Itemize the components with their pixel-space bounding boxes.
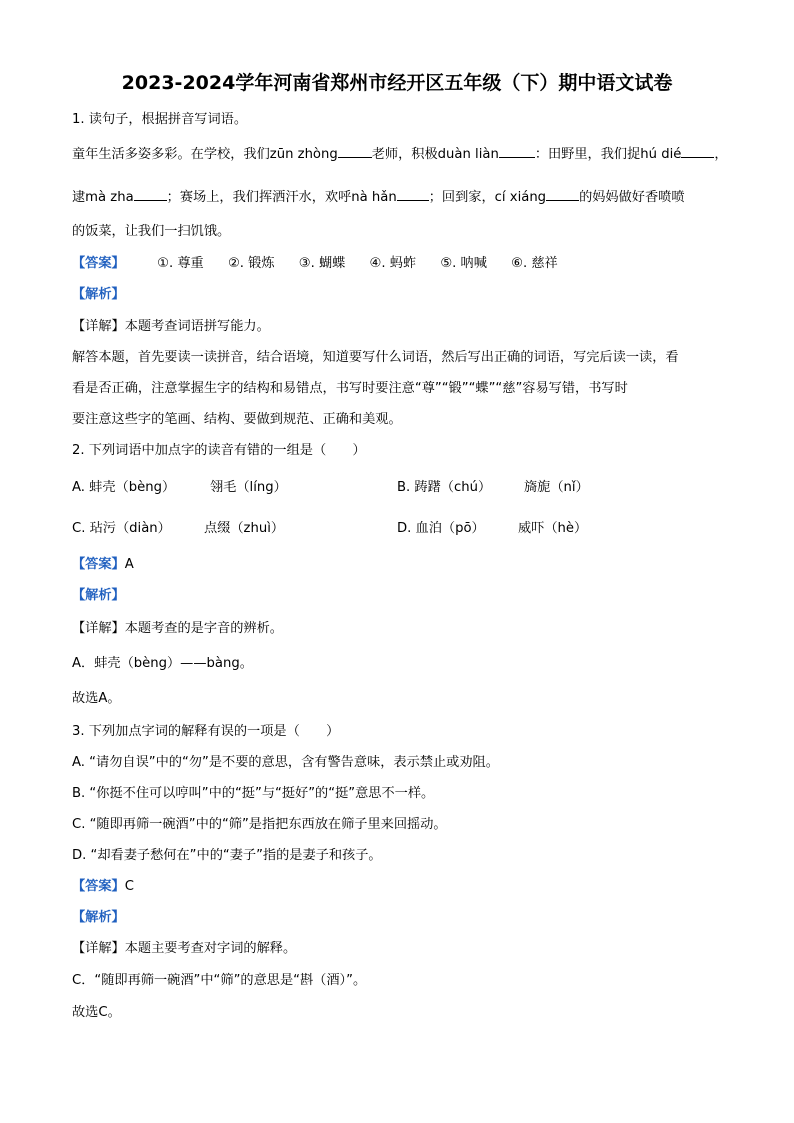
detail-label: 【详解】 [72, 941, 125, 956]
q3-stem: 3. 下列加点字词的解释有误的一项是（ ） [72, 724, 340, 739]
answer-blank [681, 145, 714, 158]
q1-text: ：田野里，我们捉hú dié [534, 147, 682, 162]
q2-answer: A [124, 557, 134, 572]
detail-text: 本题考查词语拼写能力。 [124, 319, 270, 334]
q3-option-a: A. “请勿自误”中的“勿”是不要的意思，含有警告意味，表示禁止或劝阻。 [72, 755, 499, 770]
q1-sentence-line-3: 的饭菜，让我们一扫饥饿。 [72, 224, 231, 239]
q2-explanation: A．蚌壳（bèng）——bàng。 [72, 656, 253, 671]
q2-option-d1: D. 血泊（pō） [397, 521, 485, 536]
answer-label: 【答案】 [72, 256, 125, 271]
answer-item: ⑤. 呐喊 [440, 256, 487, 271]
q1-answer-row [72, 255, 578, 273]
q3-explanation: C．“随即再筛一碗酒”中“筛”的意思是“斟（酒）”。 [72, 973, 367, 988]
answer-blank [397, 188, 429, 201]
answer-blank [134, 188, 167, 201]
answer-item: ②. 锻炼 [227, 256, 275, 271]
analysis-label: 【解析】 [72, 910, 125, 925]
q3-option-d: D. “却看妻子愁何在”中的“妻子”指的是妻子和孩子。 [72, 848, 382, 863]
q1-text: ；回到家，cí xiáng [428, 190, 547, 205]
answer-item: ①. 尊重 [157, 256, 204, 271]
answer-blank [338, 145, 372, 158]
analysis-label: 【解析】 [72, 287, 125, 302]
q1-explanation-1: 解答本题，首先要读一读拼音，结合语境，知道要写什么词语，然后写出正确的词语，写完后读一读，看 [72, 350, 679, 365]
q2-option-b1: B. 踌躇（chú） [397, 480, 492, 495]
q1-sentence-line-2 [72, 188, 685, 207]
q3-option-b: B. “你挺不住可以哼叫”中的“挺”与“挺好”的“挺”意思不一样。 [72, 786, 435, 801]
q1-text: 老师，积极duàn liàn [371, 147, 499, 162]
q1-text: ；赛场上，我们挥洒汗水，欢呼nà hǎn [166, 190, 397, 205]
q1-text: 的妈妈做好香喷喷 [579, 190, 685, 205]
q1-text: ， [714, 147, 728, 162]
detail-text: 本题考查的是字音的辨析。 [124, 621, 283, 636]
q1-explanation-3: 要注意这些字的笔画、结构、要做到规范、正确和美观。 [72, 412, 402, 427]
q1-stem: 1. 读句子，根据拼音写词语。 [72, 112, 248, 127]
q1-sentence-line-1 [72, 145, 728, 164]
q3-answer: C [124, 879, 134, 894]
q2-option-b2: 旖旎（nǐ） [524, 480, 589, 495]
q3-option-c: C. “随即再筛一碗酒”中的“筛”是指把东西放在筛子里来回摇动。 [72, 817, 447, 832]
detail-label: 【详解】 [72, 621, 125, 636]
q2-stem: 2. 下列词语中加点字的读音有错的一组是（ ） [72, 443, 366, 458]
q3-detail [72, 940, 296, 958]
answer-blank [546, 188, 579, 201]
q1-text: 童年生活多姿多彩。在学校，我们zūn zhòng [72, 147, 338, 162]
q3-answer-row [72, 878, 134, 896]
page-title: 2023-2024学年河南省郑州市经开区五年级（下）期中语文试卷 [121, 72, 673, 94]
analysis-label: 【解析】 [72, 588, 125, 603]
answer-blank [499, 145, 535, 158]
detail-label: 【详解】 [72, 319, 125, 334]
q2-option-a2: 翎毛（líng） [210, 480, 287, 495]
q2-choose: 故选A。 [72, 691, 121, 706]
q2-detail [72, 620, 283, 638]
q1-detail [72, 318, 270, 336]
q3-choose: 故选C。 [72, 1005, 121, 1020]
answer-label: 【答案】 [72, 879, 125, 894]
q2-option-c1: C. 玷污（diàn） [72, 521, 171, 536]
q2-option-a1: A. 蚌壳（bèng） [72, 480, 176, 495]
q1-explanation-2: 看是否正确，注意掌握生字的结构和易错点，书写时要注意“尊”“锻”“蝶”“慈”容易写错，书写时 [72, 381, 628, 396]
q2-answer-row [72, 556, 134, 574]
answer-label: 【答案】 [72, 557, 125, 572]
q2-option-c2: 点缀（zhuì） [204, 521, 285, 536]
detail-text: 本题主要考查对字词的解释。 [124, 941, 297, 956]
q2-option-d2: 威吓（hè） [518, 521, 588, 536]
answer-item: ③. 蝴蝶 [298, 256, 346, 271]
answer-item: ④. 蚂蚱 [369, 256, 417, 271]
answer-item: ⑥. 慈祥 [511, 256, 558, 271]
q1-text: 逮mà zha [72, 190, 134, 205]
